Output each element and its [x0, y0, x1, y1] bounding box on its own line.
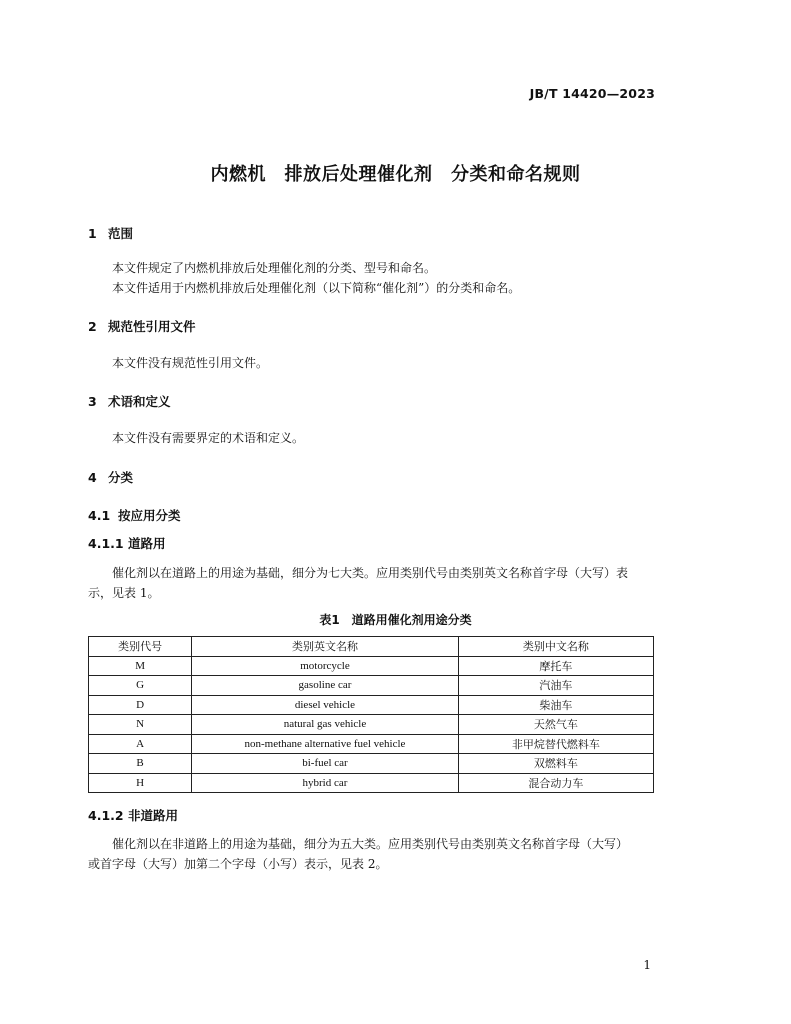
section-1-heading — [88, 224, 133, 242]
table-cell: 天然气车 — [458, 715, 653, 735]
paragraph: 或首字母（大写）加第二个字母（小写）表示，见表 2。 — [88, 857, 388, 871]
section-title: 规范性引用文件 — [108, 319, 196, 334]
table-caption: 表1 道路用催化剂用途分类 — [319, 613, 472, 627]
section-3-heading — [88, 392, 171, 410]
paragraph: 本文件没有需要界定的术语和定义。 — [112, 431, 305, 445]
column-header: 类别英文名称 — [192, 637, 459, 657]
table-cell: H — [89, 773, 192, 793]
paragraph: 本文件没有规范性引用文件。 — [112, 356, 269, 370]
document-title: 内燃机 排放后处理催化剂 分类和命名规则 — [210, 164, 581, 185]
table-cell: G — [89, 676, 192, 696]
table-cell: diesel vehicle — [192, 695, 459, 715]
section-title: 道路用 — [128, 536, 166, 551]
table-cell: natural gas vehicle — [192, 715, 459, 735]
column-header: 类别中文名称 — [458, 637, 653, 657]
table-row — [89, 734, 654, 754]
section-number: 2 — [88, 319, 97, 334]
table-cell: D — [89, 695, 192, 715]
section-title: 术语和定义 — [108, 394, 171, 409]
table-header-row — [89, 637, 654, 657]
section-number: 4.1.1 — [88, 536, 124, 551]
table-cell: M — [89, 656, 192, 676]
section-2-heading — [88, 317, 196, 335]
section-title: 按应用分类 — [118, 508, 181, 523]
paragraph: 本文件适用于内燃机排放后处理催化剂（以下简称“催化剂”）的分类和命名。 — [112, 281, 521, 295]
section-title: 分类 — [108, 470, 134, 485]
paragraph: 示，见表 1。 — [88, 586, 160, 600]
table-cell: gasoline car — [192, 676, 459, 696]
section-number: 4.1 — [88, 508, 111, 523]
column-header: 类别代号 — [89, 637, 192, 657]
table-cell: 混合动力车 — [458, 773, 653, 793]
table-row — [89, 695, 654, 715]
section-4-1-2-heading — [88, 806, 178, 824]
table-cell: 汽油车 — [458, 676, 653, 696]
section-4-heading — [88, 468, 133, 486]
table-cell: non-methane alternative fuel vehicle — [192, 734, 459, 754]
table-cell: 双燃料车 — [458, 754, 653, 774]
page-number: 1 — [643, 958, 651, 972]
section-number: 1 — [88, 226, 97, 241]
section-number: 4 — [88, 470, 97, 485]
paragraph: 催化剂以在非道路上的用途为基础，细分为五大类。应用类别代号由类别英文名称首字母（大写） — [112, 837, 629, 851]
section-number: 3 — [88, 394, 97, 409]
paragraph: 催化剂以在道路上的用途为基础，细分为七大类。应用类别代号由类别英文名称首字母（大写）表 — [112, 566, 629, 580]
table-cell: B — [89, 754, 192, 774]
table-cell: 柴油车 — [458, 695, 653, 715]
table-row — [89, 773, 654, 793]
table-1 — [88, 636, 654, 793]
table-cell: 摩托车 — [458, 656, 653, 676]
table-cell: motorcycle — [192, 656, 459, 676]
table-cell: 非甲烷替代燃料车 — [458, 734, 653, 754]
table-cell: hybrid car — [192, 773, 459, 793]
table-row — [89, 754, 654, 774]
section-number: 4.1.2 — [88, 808, 124, 823]
section-title: 非道路用 — [128, 808, 179, 823]
table-cell: bi-fuel car — [192, 754, 459, 774]
table-cell: A — [89, 734, 192, 754]
paragraph: 本文件规定了内燃机排放后处理催化剂的分类、型号和命名。 — [112, 261, 437, 275]
table-cell: N — [89, 715, 192, 735]
table-row — [89, 656, 654, 676]
standard-number: JB/T 14420—2023 — [529, 86, 655, 101]
table-row — [89, 715, 654, 735]
section-4-1-heading — [88, 506, 181, 524]
section-4-1-1-heading — [88, 534, 166, 552]
table-row — [89, 676, 654, 696]
section-title: 范围 — [108, 226, 134, 241]
